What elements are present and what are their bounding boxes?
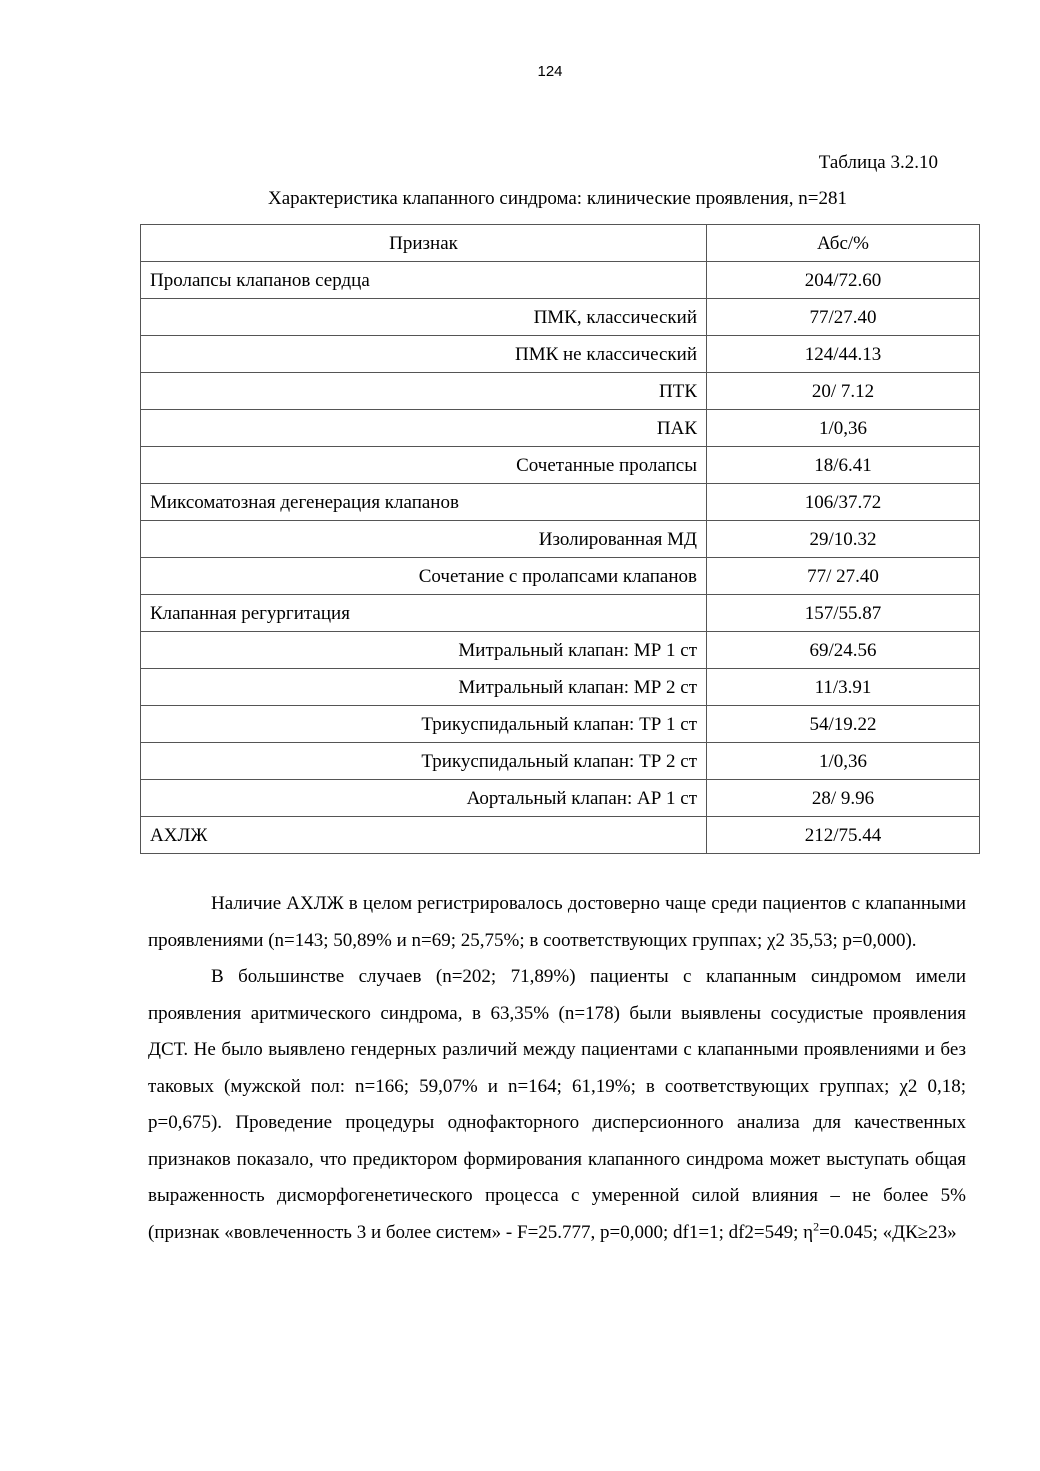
row-value: 212/75.44 [707, 817, 980, 854]
row-label: Митральный клапан: МР 2 ст [141, 669, 707, 706]
table-caption: Характеристика клапанного синдрома: клинические проявления, n=281 [268, 188, 847, 209]
row-value: 1/0,36 [707, 410, 980, 447]
eta-squared-superscript: 2 [813, 1219, 820, 1234]
row-label: ПМК не классический [141, 336, 707, 373]
row-label: ПМК, классический [141, 299, 707, 336]
paragraph [148, 959, 966, 1251]
row-value: 124/44.13 [707, 336, 980, 373]
row-value: 20/ 7.12 [707, 373, 980, 410]
valve-syndrome-table [140, 224, 980, 854]
table-row [141, 447, 980, 484]
table-row [141, 558, 980, 595]
row-label: Миксоматозная дегенерация клапанов [141, 484, 707, 521]
table-row [141, 336, 980, 373]
row-label: Клапанная регургитация [141, 595, 707, 632]
row-value: 77/27.40 [707, 299, 980, 336]
row-value: 69/24.56 [707, 632, 980, 669]
table-row [141, 521, 980, 558]
row-label: Пролапсы клапанов сердца [141, 262, 707, 299]
table-row [141, 299, 980, 336]
paragraph-text: =0.045; «ДК≥23» [819, 1221, 957, 1243]
row-value: 18/6.41 [707, 447, 980, 484]
row-value: 29/10.32 [707, 521, 980, 558]
table-row [141, 743, 980, 780]
table-row [141, 817, 980, 854]
table-header-row [141, 225, 980, 262]
table-row [141, 484, 980, 521]
row-label: Трикуспидальный клапан: ТР 1 ст [141, 706, 707, 743]
table-row [141, 373, 980, 410]
row-label: Изолированная МД [141, 521, 707, 558]
row-value: 106/37.72 [707, 484, 980, 521]
row-label: Трикуспидальный клапан: ТР 2 ст [141, 743, 707, 780]
table-row [141, 410, 980, 447]
row-value: 11/3.91 [707, 669, 980, 706]
header-abs-percent: Абс/% [707, 225, 980, 262]
table-row [141, 706, 980, 743]
row-value: 28/ 9.96 [707, 780, 980, 817]
row-label: Сочетание с пролапсами клапанов [141, 558, 707, 595]
row-label: ПАК [141, 410, 707, 447]
paragraph-text: В большинстве случаев (n=202; 71,89%) пациенты с клапанным синдромом имели проявления аритмического синдрома, в 63,35% (n=178) были выявлены сосудистые проявления ДСТ. Не было выявлено гендерных различий между пациентами с клапанными проявлениями и без таковых (мужской пол: n=166; 59,07% и n=164; 61,19%; в соответствующих группах; χ2 0,18; p=0,675). Проведение процедуры однофакторного дисперсионного анализа для качественных признаков показало, что предиктором формирования клапанного синдрома может выступать общая выраженность дисморфогенетического процесса с умеренной силой влияния – не более 5% (признак «вовлеченность 3 и более систем» - F=25.777, p=0,000; df1=1; df2=549; η [148, 966, 966, 1243]
table-row [141, 780, 980, 817]
table-row [141, 669, 980, 706]
row-value: 157/55.87 [707, 595, 980, 632]
row-value: 54/19.22 [707, 706, 980, 743]
row-label: Аортальный клапан: АР 1 ст [141, 780, 707, 817]
row-value: 77/ 27.40 [707, 558, 980, 595]
row-label: Сочетанные пролапсы [141, 447, 707, 484]
page-number: 124 [537, 63, 563, 80]
table-body [141, 262, 980, 854]
row-label: АХЛЖ [141, 817, 707, 854]
table-row [141, 595, 980, 632]
paragraph [148, 886, 966, 959]
body-text [148, 886, 966, 1251]
row-value: 204/72.60 [707, 262, 980, 299]
header-sign: Признак [141, 225, 707, 262]
row-label: Митральный клапан: МР 1 ст [141, 632, 707, 669]
paragraph-text: Наличие АХЛЖ в целом регистрировалось достоверно чаще среди пациентов с клапанными проявлениями (n=143; 50,89% и n=69; 25,75%; в соответствующих группах; χ2 35,53; p=0,000). [148, 893, 966, 951]
table-number: Таблица 3.2.10 [818, 152, 938, 173]
row-label: ПТК [141, 373, 707, 410]
table-row [141, 262, 980, 299]
table-row [141, 632, 980, 669]
row-value: 1/0,36 [707, 743, 980, 780]
